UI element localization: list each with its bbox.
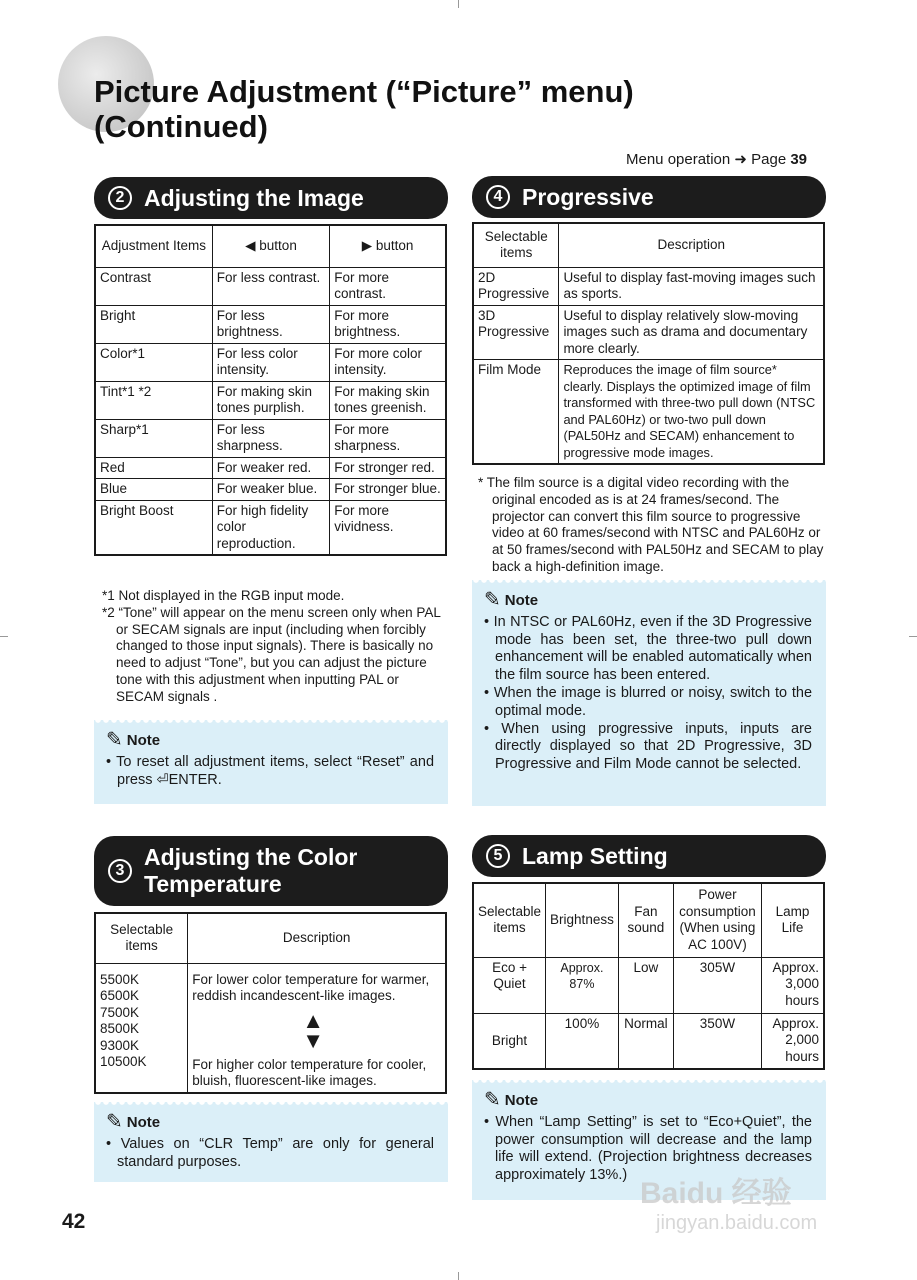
section-number: 3 [108, 859, 132, 883]
footnote: *1 Not displayed in the RGB input mode. [102, 588, 345, 603]
color-temperature-table [94, 912, 447, 1094]
table-header: Description [188, 913, 446, 963]
table-row: Bright Boost For high fidelity color reproduction. For more vividness. [95, 500, 446, 555]
table-row: Contrast For less contrast. For more contrast. [95, 267, 446, 305]
table-row: 2D Progressive Useful to display fast-moving images such as sports. [473, 267, 824, 305]
footnotes [478, 475, 824, 576]
table-row: Red For weaker red. For stronger red. [95, 457, 446, 479]
table-row: Tint*1 *2 For making skin tones purplish. For making skin tones greenish. [95, 381, 446, 419]
table-row: Sharp*1 For less sharpness. For more sharpness. [95, 419, 446, 457]
note-item: • To reset all adjustment items, select “Reset” and press ⏎ENTER. [106, 754, 434, 790]
note-item: • Values on “CLR Temp” are only for general standard purposes. [106, 1136, 434, 1172]
section-header-lamp-setting [472, 835, 826, 877]
progressive-table [472, 222, 825, 465]
note-box-color-temperature [94, 1102, 448, 1182]
crop-mark [458, 1272, 459, 1280]
desc-lower: For lower color temperature for warmer, reddish incandescent-like images. [192, 971, 430, 1003]
table-header: ▶ button [330, 225, 446, 267]
section-header-progressive [472, 176, 826, 218]
page-title: Picture Adjustment (“Picture” menu) (Continued) [94, 74, 634, 144]
note-item: • When the image is blurred or noisy, switch to the optimal mode. [484, 685, 812, 721]
footnote: * The film source is a digital video recording with the original encoded as is at 24 frames/second. The projector can convert this film source to progressive video at 60 frames/second with NTSC and PAL60Hz or at 50 frames/second with PAL50Hz and SECAM to play back a high-definition image. [478, 475, 824, 574]
menu-reference-page: 39 [790, 151, 808, 168]
menu-reference: Menu operation ➜ Page 39 [626, 151, 808, 168]
table-header: ◀ button [212, 225, 329, 267]
footnotes [102, 588, 447, 706]
note-item: • When “Lamp Setting” is set to “Eco+Quiet”, the power consumption will decrease and the lamp life will extend. (Projection brightness decreases approximately 13%.) [484, 1114, 812, 1185]
table-header: Brightness [546, 883, 619, 957]
section-title: Adjusting the Color Temperature [144, 844, 358, 897]
up-down-arrow-icon: ▲ ▼ [302, 1007, 324, 1053]
section-header-adjusting-image [94, 177, 448, 219]
table-row: 5500K 6500K 7500K 8500K 9300K 10500K For lower color temperature for warmer, reddish incandescent-like images. ▲ ▼ For higher color temperature for cooler, bluish, fluorescent-like images. [95, 963, 446, 1093]
footnote: *2 “Tone” will appear on the menu screen only when PAL or SECAM signals are input (including when forcibly changed to those input signals). There is basically no need to adjust “Tone”, but you can adjust the picture tone with this adjustment when inputting PAL or SECAM signals . [102, 604, 441, 704]
section-title: Progressive [522, 183, 654, 210]
note-heading: ✎ Note [106, 729, 161, 751]
note-box-adjusting-image [94, 720, 448, 804]
table-header: Description [559, 223, 824, 267]
table-header: Selectable items [95, 913, 188, 963]
lamp-setting-table [472, 882, 825, 1070]
table-header: Selectable items [473, 883, 546, 957]
table-header: Power consumption (When using AC 100V) [673, 883, 761, 957]
section-number: 2 [108, 186, 132, 210]
section-title: Lamp Setting [522, 842, 668, 869]
note-heading: ✎ Note [484, 1089, 539, 1111]
table-row: Bright 100% Normal 350W Approx. 2,000 hours [473, 1013, 824, 1069]
pencil-icon: ✎ [484, 1089, 501, 1111]
note-item: • When using progressive inputs, inputs are directly displayed so that 2D Progressive, 3D Progressive and Film Mode cannot be selected. [484, 721, 812, 774]
section-title: Adjusting the Image [144, 184, 364, 211]
note-heading: ✎ Note [106, 1111, 161, 1133]
crop-mark [458, 0, 459, 8]
watermark-url: jingyan.baidu.com [656, 1212, 818, 1234]
crop-mark [909, 636, 917, 637]
note-heading: ✎ Note [484, 589, 539, 611]
table-header: Fan sound [618, 883, 673, 957]
pencil-icon: ✎ [484, 589, 501, 611]
pencil-icon: ✎ [106, 1111, 123, 1133]
desc-higher: For higher color temperature for cooler, bluish, fluorescent-like images. [192, 1056, 427, 1088]
section-number: 5 [486, 844, 510, 868]
table-row: Color*1 For less color intensity. For more color intensity. [95, 343, 446, 381]
page-number: 42 [62, 1210, 86, 1233]
table-row: Bright For less brightness. For more brightness. [95, 305, 446, 343]
note-item: • In NTSC or PAL60Hz, even if the 3D Progressive mode has been set, the three-two pull down enhancement will be enabled automatically when the film source has been entered. [484, 614, 812, 685]
crop-mark [0, 636, 8, 637]
section-header-color-temperature [94, 836, 448, 906]
watermark-logo: Baidu 经验 [640, 1177, 792, 1210]
table-row: Blue For weaker blue. For stronger blue. [95, 479, 446, 501]
table-header: Adjustment Items [95, 225, 212, 267]
table-header: Lamp Life [761, 883, 824, 957]
pencil-icon: ✎ [106, 729, 123, 751]
image-adjustment-table [94, 224, 447, 556]
table-row: Film Mode Reproduces the image of film source* clearly. Displays the optimized image of film transformed with three-two pull down (NTSC and PAL60Hz) or two-two pull down (PAL50Hz and SECAM) enhancement to progressive mode images. [473, 360, 824, 465]
table-row: 3D Progressive Useful to display relatively slow-moving images such as drama and documentary more clearly. [473, 305, 824, 360]
table-row: Eco + Quiet Approx. 87% Low 305W Approx. 3,000 hours [473, 957, 824, 1013]
section-number: 4 [486, 185, 510, 209]
note-box-progressive [472, 580, 826, 806]
table-header: Selectable items [473, 223, 559, 267]
